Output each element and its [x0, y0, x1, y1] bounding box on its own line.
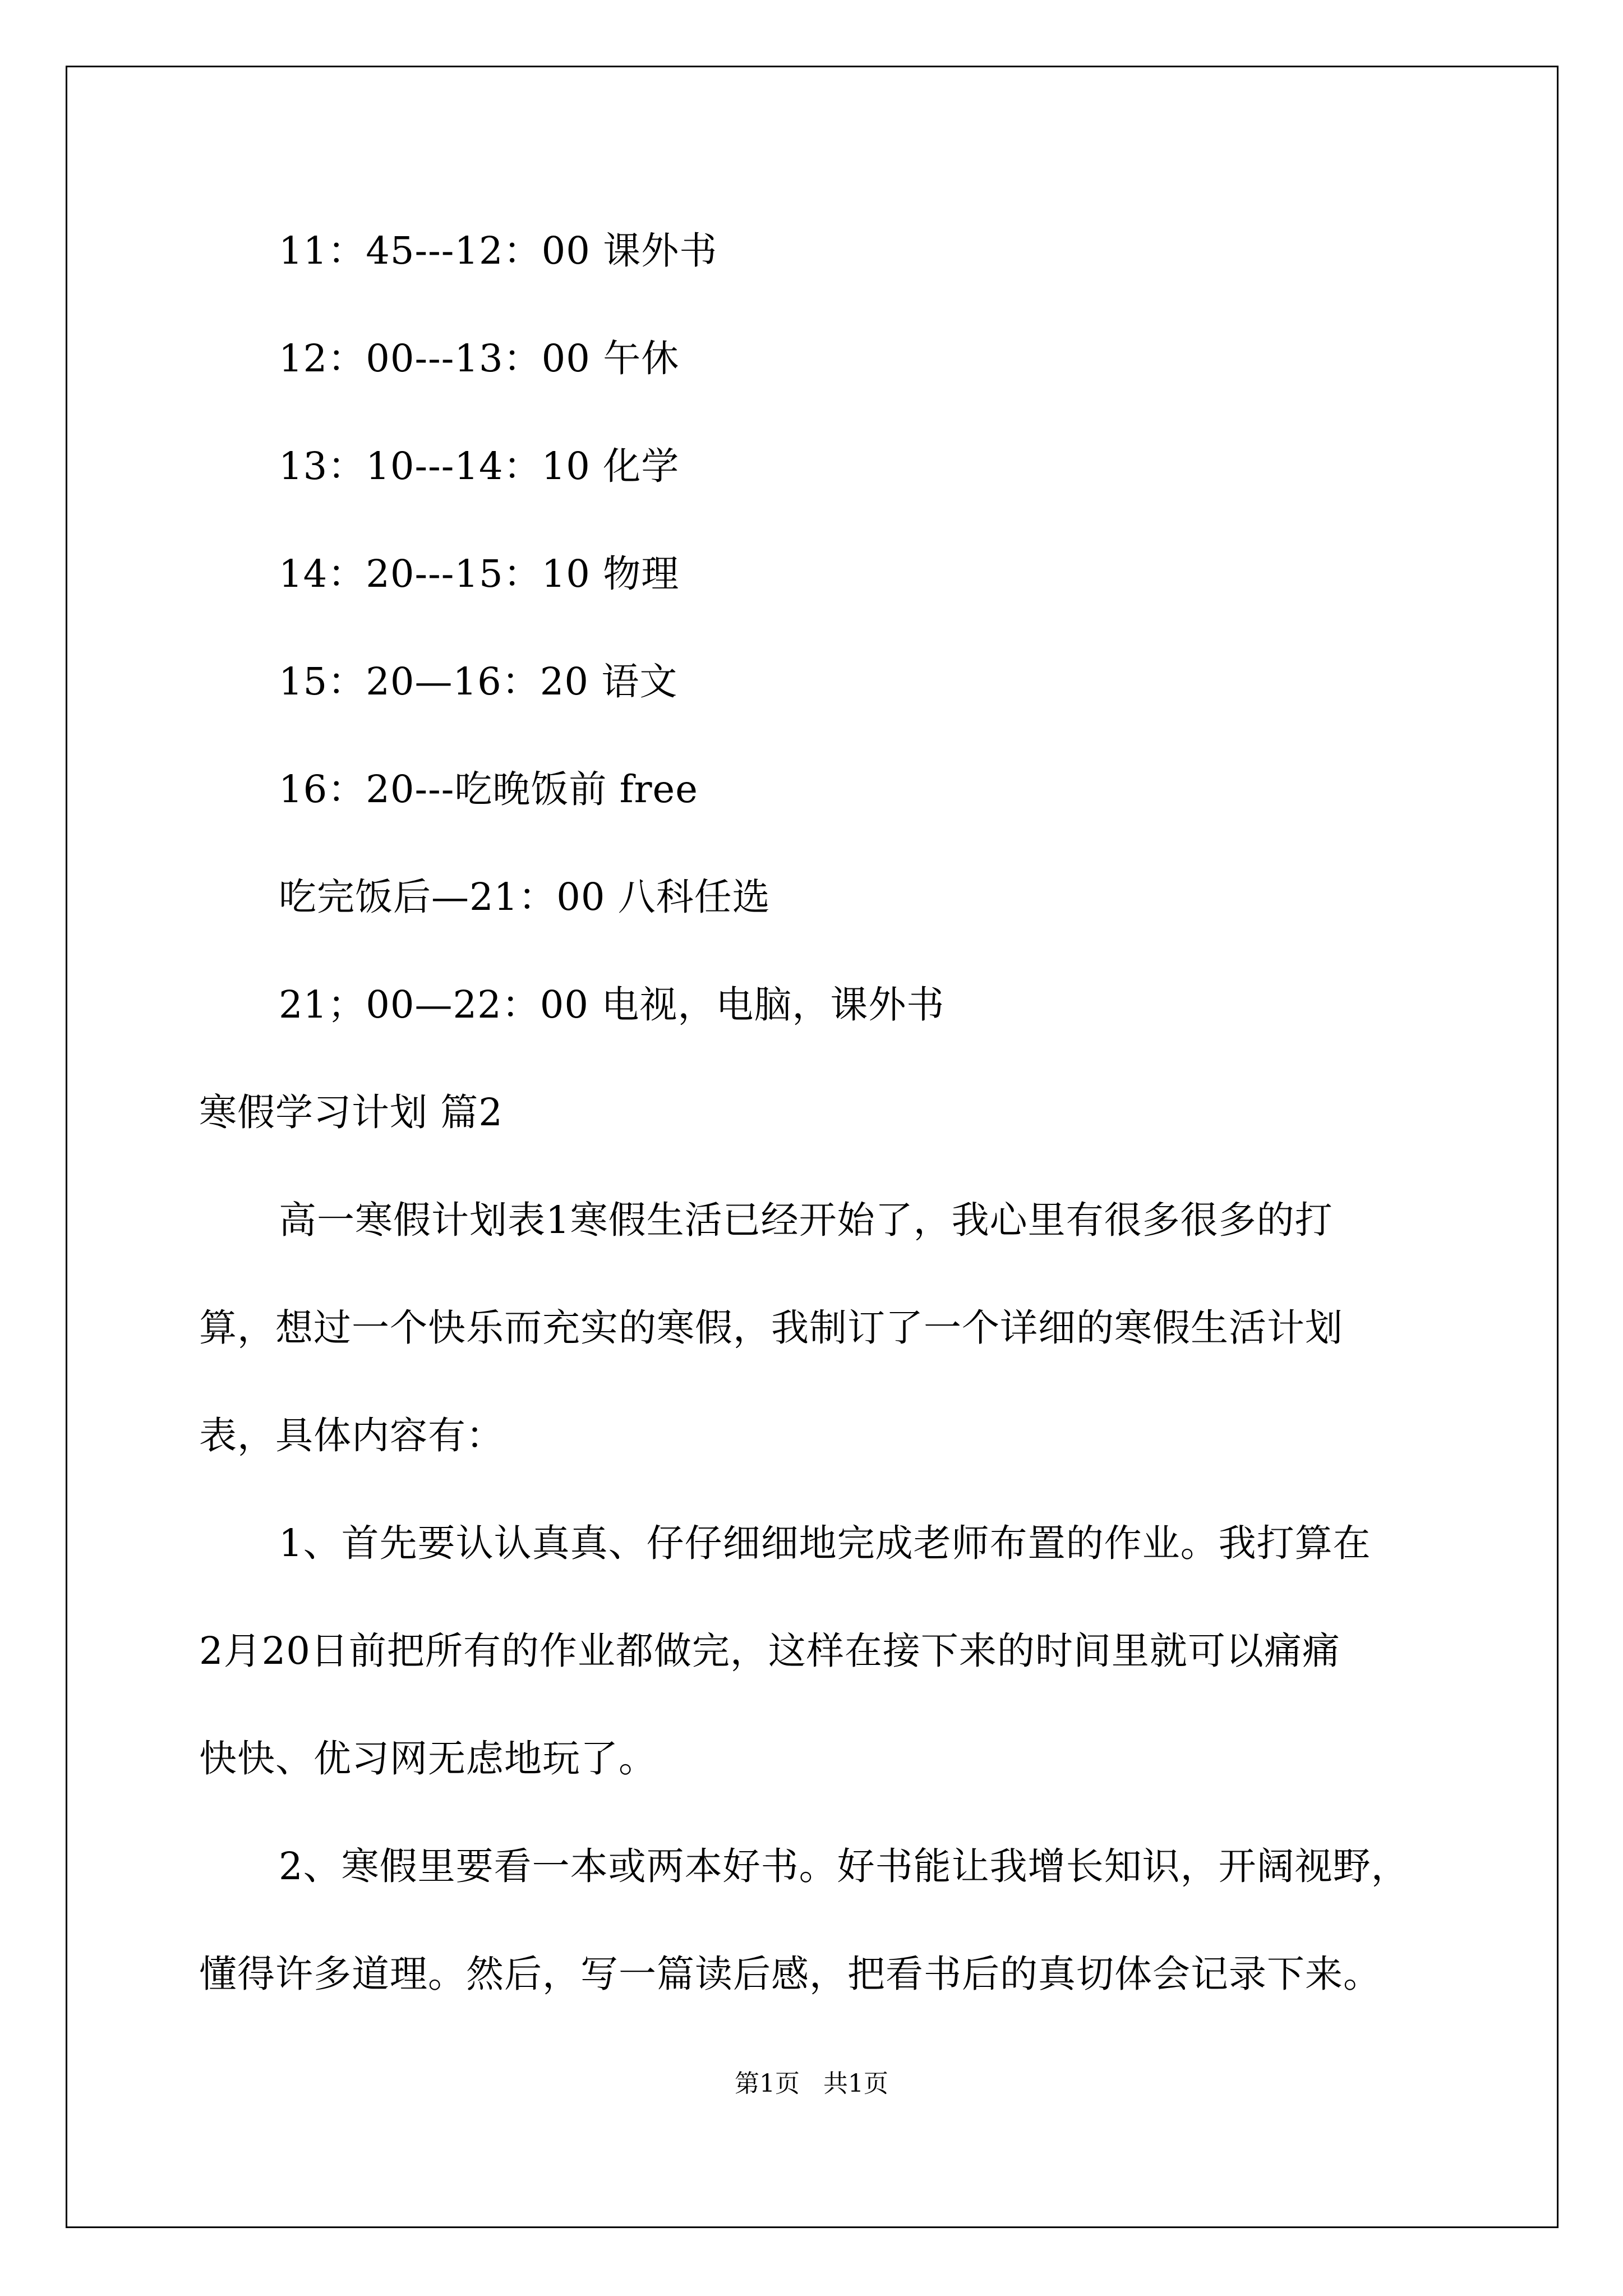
schedule-line: 吃完饭后—21：00 八科任选: [279, 875, 771, 919]
schedule-line: 16：20---吃晚饭前 free: [279, 767, 698, 811]
paragraph-line: 懂得许多道理。然后，写一篇读后感，把看书后的真切体会记录下来。: [199, 1952, 1381, 1996]
page-footer: 第1页 共1页: [735, 2069, 888, 2098]
paragraph-line: 1、首先要认认真真、仔仔细细地完成老师布置的作业。我打算在: [279, 1521, 1371, 1565]
schedule-line: 21；00—22：00 电视，电脑，课外书: [279, 983, 945, 1027]
paragraph-line: 高一寒假计划表1寒假生活已经开始了，我心里有很多很多的打: [279, 1198, 1333, 1242]
section-heading: 寒假学习计划 篇2: [199, 1091, 503, 1134]
paragraph-line: 算，想过一个快乐而充实的寒假，我制订了一个详细的寒假生活计划: [199, 1306, 1343, 1350]
paragraph-line: 2、寒假里要看一本或两本好书。好书能让我增长知识，开阔视野，: [279, 1844, 1409, 1888]
schedule-line: 13：10---14：10 化学: [279, 444, 680, 488]
schedule-line: 12：00---13：00 午休: [279, 337, 680, 380]
schedule-line: 14：20---15：10 物理: [279, 552, 680, 596]
page-border: [66, 66, 1559, 2228]
schedule-line: 15：20—16：20 语文: [279, 660, 678, 703]
schedule-line: 11：45---12：00 课外书: [279, 229, 718, 273]
paragraph-line: 表，具体内容有：: [199, 1414, 504, 1457]
paragraph-line: 快快、优习网无虑地玩了。: [199, 1737, 657, 1780]
paragraph-line: 2月20日前把所有的作业都做完，这样在接下来的时间里就可以痛痛: [199, 1629, 1340, 1673]
